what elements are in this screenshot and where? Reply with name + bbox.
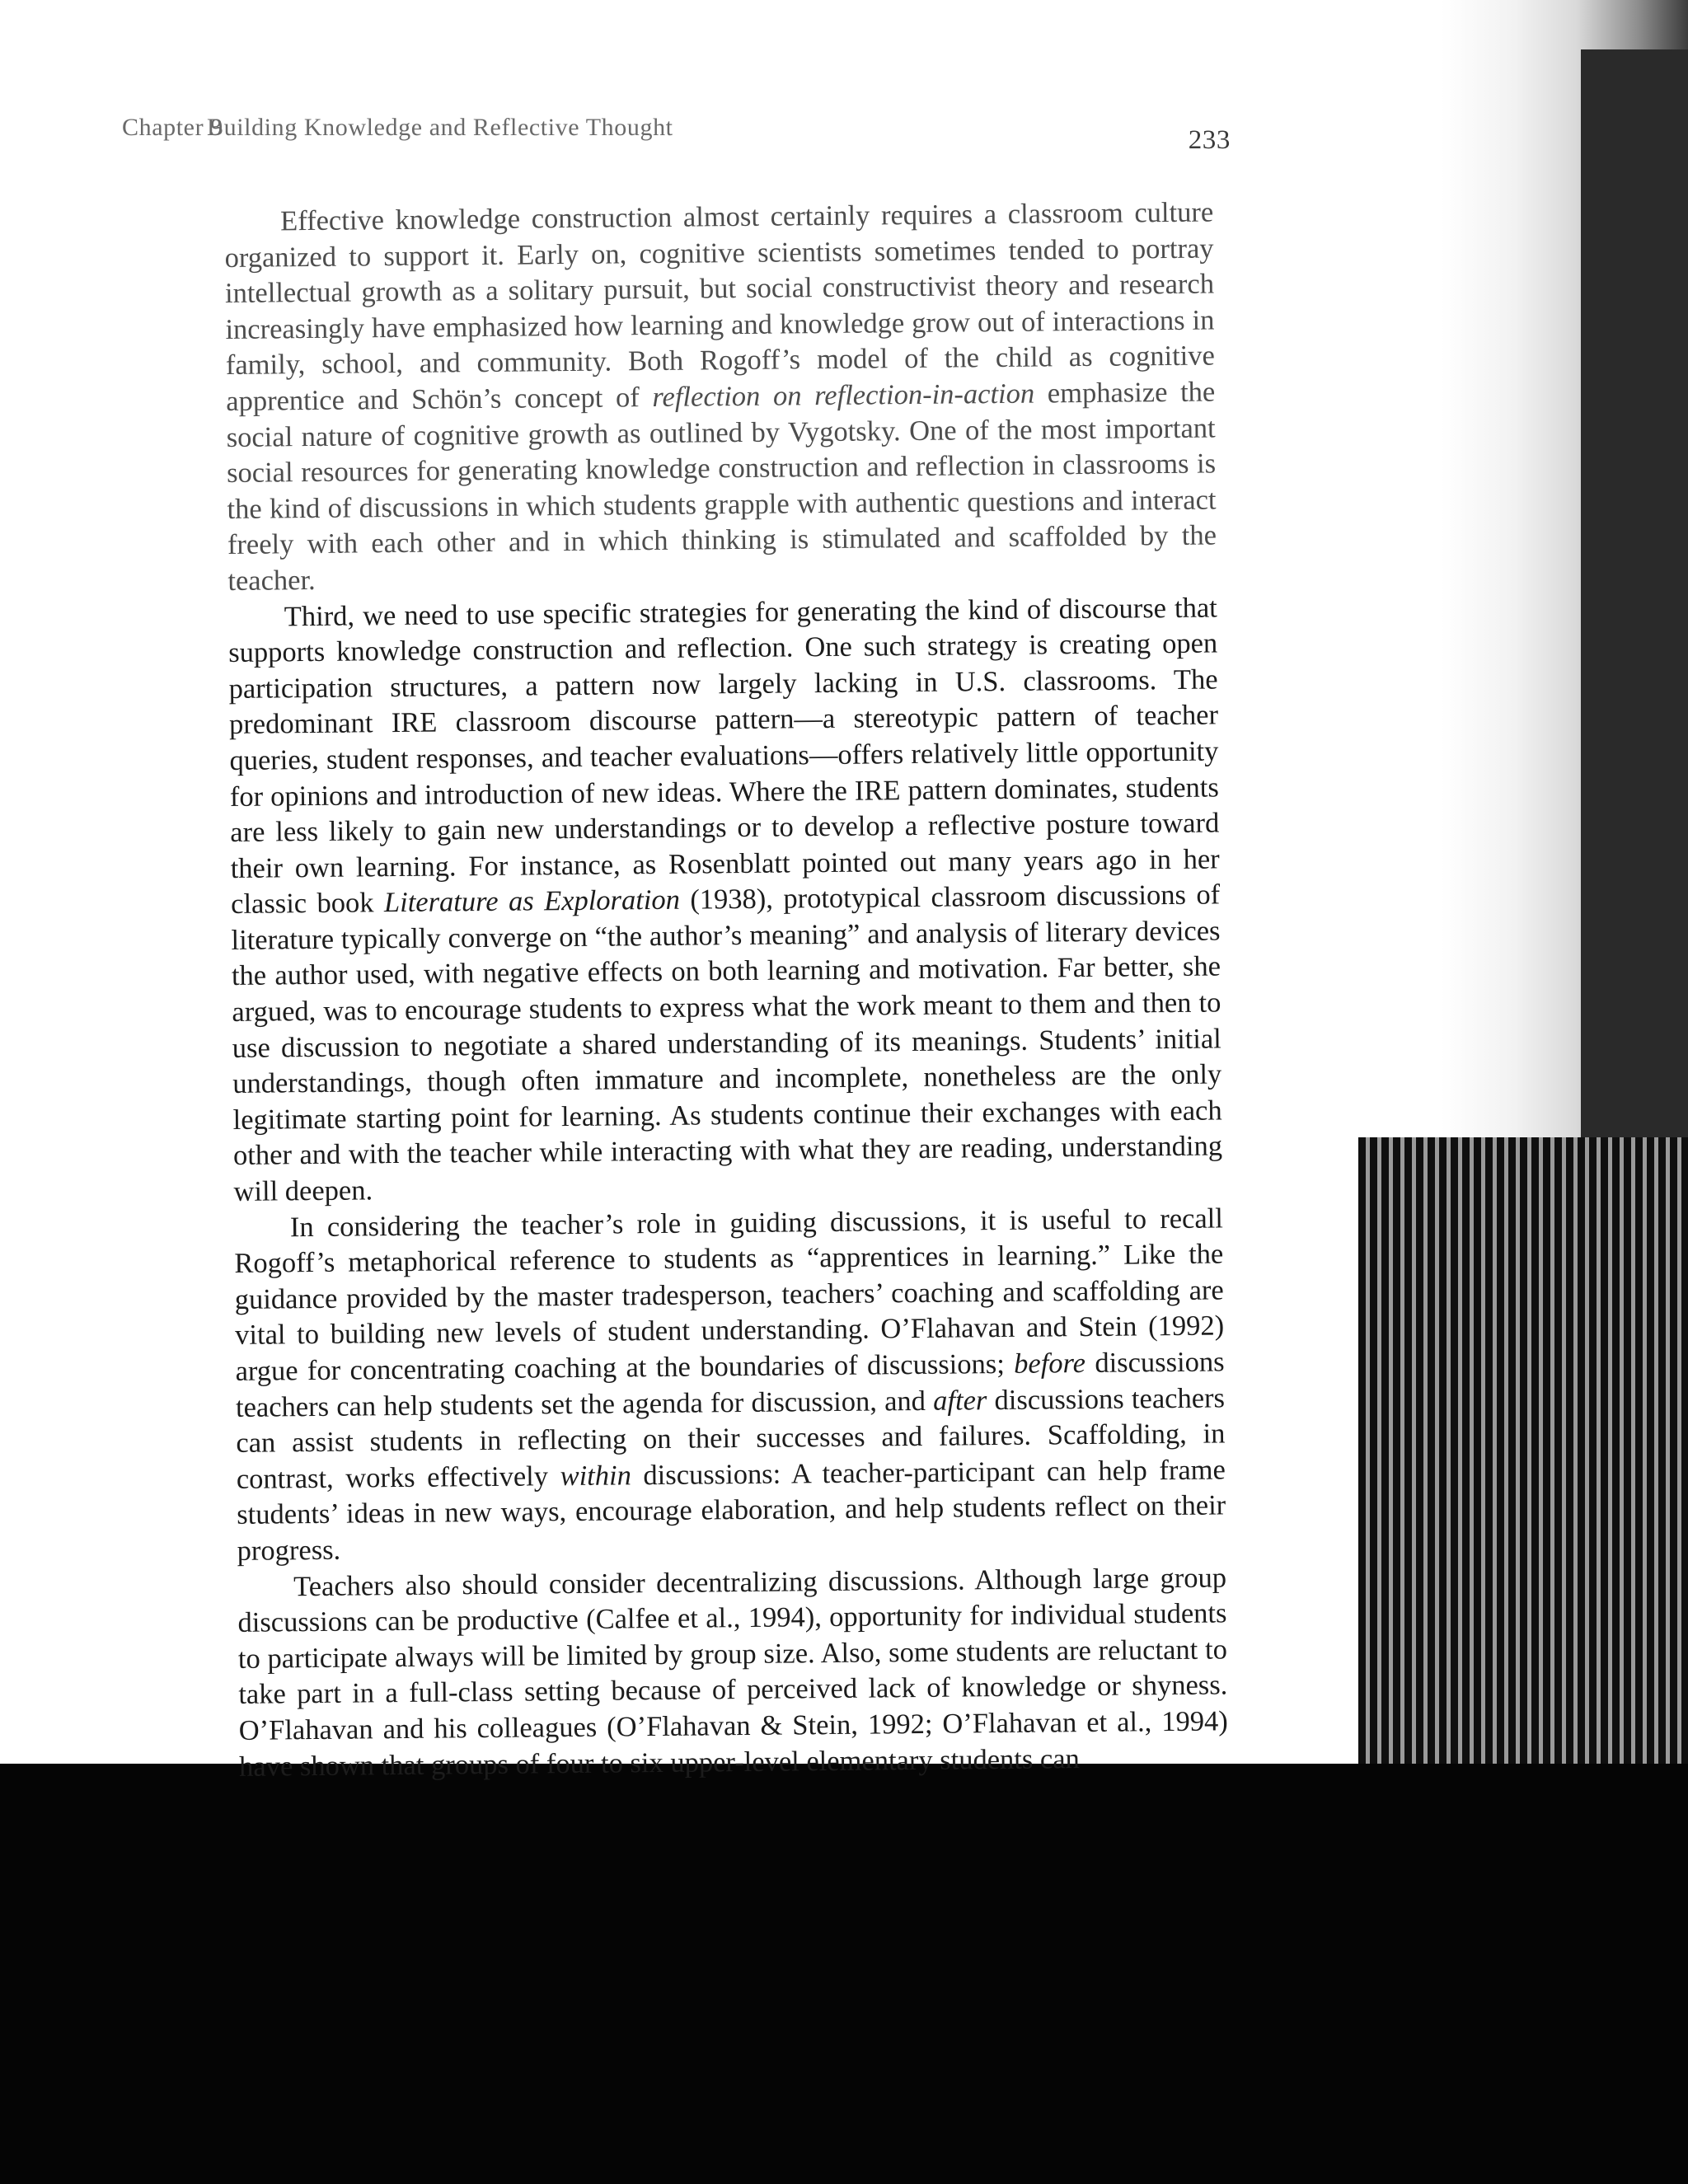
paragraph-3: In considering the teacher’s role in guiding discussions, it is useful to recall Rogoff’s metaphorical reference to students as “apprentices in learning.” Like the guidance provided by the master tradesperson, teachers’ coaching and scaffolding are vital to building new levels of student understanding. O’Flahavan and Stein (1992) argue for concentrating coaching at the boundaries of discussions; before discussions teachers can help students set the agenda for discussion, and after discussions teachers can assist students in reflecting on their successes and failures. Scaffolding, in contrast, works effectively within discussions: A teacher-participant can help frame students’ ideas in new ways, encourage elaboration, and help students reflect on their progress. (234, 1202, 1226, 1567)
running-head (122, 114, 1231, 163)
chapter-title: Building Knowledge and Reflective Thought (207, 114, 673, 141)
paragraph-4: Teachers also should consider decentralizing discussions. Although large group discussions can be productive (Calfee et al., 1994), opportunity for individual students to participate always will be limited by group size. Also, some students are reluctant to take part in a full-class setting because of perceived lack of knowledge or shyness. O’Flahavan and his colleagues (O’Flahavan & Stein, 1992; O’Flahavan et al., 1994) have shown that groups of four to six upper-level elementary students can (237, 1561, 1228, 1783)
italic-word-after: after (932, 1384, 987, 1417)
paragraph-2: Third, we need to use specific strategies for generating the kind of discourse that supports knowledge construction and reflection. One such strategy is creating open participation structures, a pattern now largely lacking in U.S. classrooms. The predominant IRE classroom discourse pattern—a stereotypic pattern of teacher queries, student responses, and teacher evaluations—offers relatively little opportunity for opinions and introduction of new ideas. Where the IRE pattern dominates, students are less likely to gain new understandings or to develop a reflective posture toward their own learning. For instance, as Rosenblatt pointed out many years ago in her classic book Literature as Exploration (1938), prototypical classroom discussions of literature typically converge on “the author’s meaning” and analysis of literary devices the author used, with negative effects on both learning and motivation. Far better, she argued, was to encourage students to express what the work meant to them and then to use discussion to negotiate a shared understanding of its meanings. Students’ initial understandings, though often immature and incomplete, nonetheless are the only legitimate starting point for learning. As students continue their exchanges with each other and with the teacher while interacting with what they are reading, understanding will deepen. (228, 591, 1223, 1207)
scanner-background (0, 1764, 1688, 2184)
italic-phrase: reflection on reflection-in-action (652, 377, 1035, 413)
body-text (224, 194, 1228, 1785)
paragraph-1: Effective knowledge construction almost certainly requires a classroom culture organized to support it. Early on, cognitive scientists sometimes tended to portray intellectual growth as a solitary pursuit, but social constructivist theory and research increasingly have emphasized how learning and knowledge grow out of interactions in family, school, and community. Both Rogoff’s model of the child as cognitive apprentice and Schön’s concept of reflection on reflection-in-action emphasize the social nature of cognitive growth as outlined by Vygotsky. One of the most important social resources for generating knowledge construction and reflection in classrooms is the kind of discussions in which students grapple with authentic questions and interact freely with each other and in which thinking is stimulated and scaffolded by the teacher. (224, 196, 1217, 597)
book-title: Literature as Exploration (383, 884, 681, 919)
italic-word-within: within (560, 1460, 632, 1492)
chapter-label: Chapter 9 (122, 114, 223, 141)
page-number: 233 (1188, 125, 1231, 155)
italic-word-before: before (1013, 1347, 1086, 1380)
